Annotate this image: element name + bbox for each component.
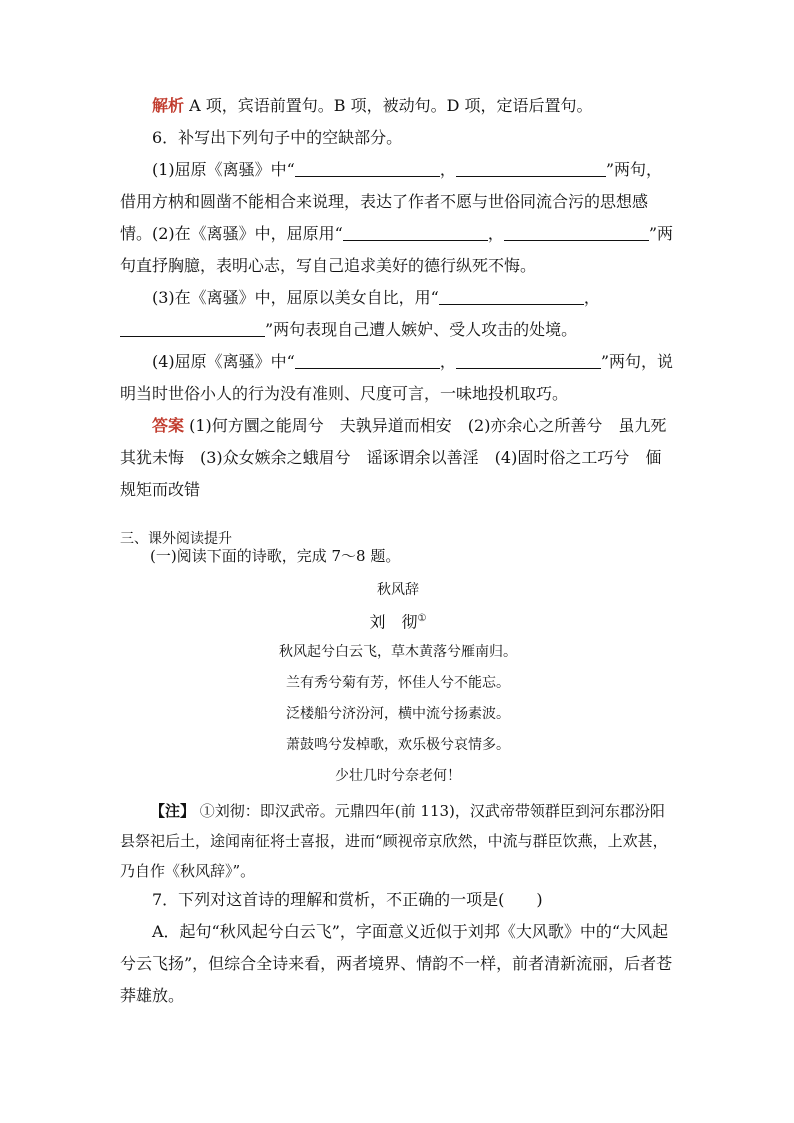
item-4-post: ”两句，说明当时世俗小人的行为没有准则、尺度可言，一味地投机取巧。: [120, 352, 674, 403]
section-3-title: 三、课外阅读提升: [120, 531, 232, 547]
item-2-post: ”两句直抒胸臆，表明心志，写自己追求美好的德行纵死不悔。: [120, 224, 674, 275]
item-1-blank-2[interactable]: [456, 158, 606, 177]
analysis-label: 解析: [152, 96, 185, 115]
item-3-post: ”两句表现自己遭人嫉妒、受人攻击的处境。: [265, 320, 578, 339]
item-1-blank-1[interactable]: [295, 158, 440, 177]
poem-line-1: 秋风起兮白云飞，草木黄落兮雁南归。: [279, 644, 517, 660]
item-3-blank-1[interactable]: [439, 286, 584, 305]
section-3-intro: (一)阅读下面的诗歌，完成 7～8 题。: [150, 547, 401, 565]
item-4-mid: ，: [439, 352, 456, 371]
item-4-blank-2[interactable]: [456, 350, 601, 369]
analysis-paragraph: [120, 90, 676, 122]
item-1-mid: ，: [439, 160, 456, 179]
item-4-blank-1[interactable]: [295, 350, 440, 369]
question-6-item-3: [120, 282, 676, 346]
item-3-blank-2[interactable]: [120, 318, 265, 337]
question-6-item-4: [120, 346, 676, 410]
question-7-stem: 7．下列对这首诗的理解和赏析，不正确的一项是( ): [152, 890, 543, 909]
note-label: 【注】: [150, 802, 196, 820]
poem-line-4: 萧鼓鸣兮发棹歌，欢乐极兮哀情多。: [286, 737, 510, 753]
analysis-text: A 项，宾语前置句。B 项，被动句。D 项，定语后置句。: [184, 96, 593, 115]
answer-label: 答案: [152, 416, 185, 435]
item-2-blank-1[interactable]: [343, 222, 488, 241]
poem-note-mark: ①: [417, 613, 427, 624]
item-4-pre: (4)屈原《离骚》中“: [152, 352, 295, 371]
item-2-mid: ，: [487, 224, 504, 243]
item-3-mid: ，: [583, 288, 600, 307]
poem-author-name: 刘 彻: [369, 612, 418, 632]
item-3-pre: (3)在《离骚》中，屈原以美女自比，用“: [152, 288, 439, 307]
poem-line-2: 兰有秀兮菊有芳，怀佳人兮不能忘。: [286, 675, 510, 691]
poem-author: [120, 606, 676, 635]
poem-line-5: 少壮几时兮奈老何！: [335, 768, 461, 784]
answer-text: (1)何方圜之能周兮 夫孰异道而相安 (2)亦余心之所善兮 虽九死其犹未悔 (3)众女嫉余之蛾眉兮 谣诼谓余以善淫 (4)固时俗之工巧兮 偭规矩而改错: [120, 416, 667, 499]
item-2-blank-2[interactable]: [504, 222, 649, 241]
question-6-item-2: [120, 218, 676, 282]
note-text: ①刘彻：即汉武帝。元鼎四年(前 113)，汉武帝带领群臣到河东郡汾阳县祭祀后土，途闻南征将士喜报，进而“顾视帝京欣然，中流与群臣饮燕，上欢甚，乃自作《秋风辞》”。: [120, 802, 668, 880]
item-1-post: ”两句，借用方枘和圆凿不能相合来说理，表达了作者不愿与世俗同流合污的思想感情。: [120, 160, 663, 243]
note-paragraph: [120, 796, 676, 886]
poem-title: 秋风辞: [377, 582, 419, 598]
question-6-title: 6．补写出下列句子中的空缺部分。: [152, 128, 403, 147]
item-2-pre: (2)在《离骚》中，屈原用“: [152, 224, 343, 243]
answer-paragraph: [120, 410, 676, 506]
poem-line-3: 泛楼船兮济汾河，横中流兮扬素波。: [286, 706, 510, 722]
question-7-option-a: A．起句“秋风起兮白云飞”，字面意义近似于刘邦《大风歌》中的“大风起兮云飞扬”，但综合全诗来看，两者境界、情韵不一样，前者清新流丽，后者苍莽雄放。: [120, 922, 673, 1005]
item-1-pre: (1)屈原《离骚》中“: [152, 160, 295, 179]
